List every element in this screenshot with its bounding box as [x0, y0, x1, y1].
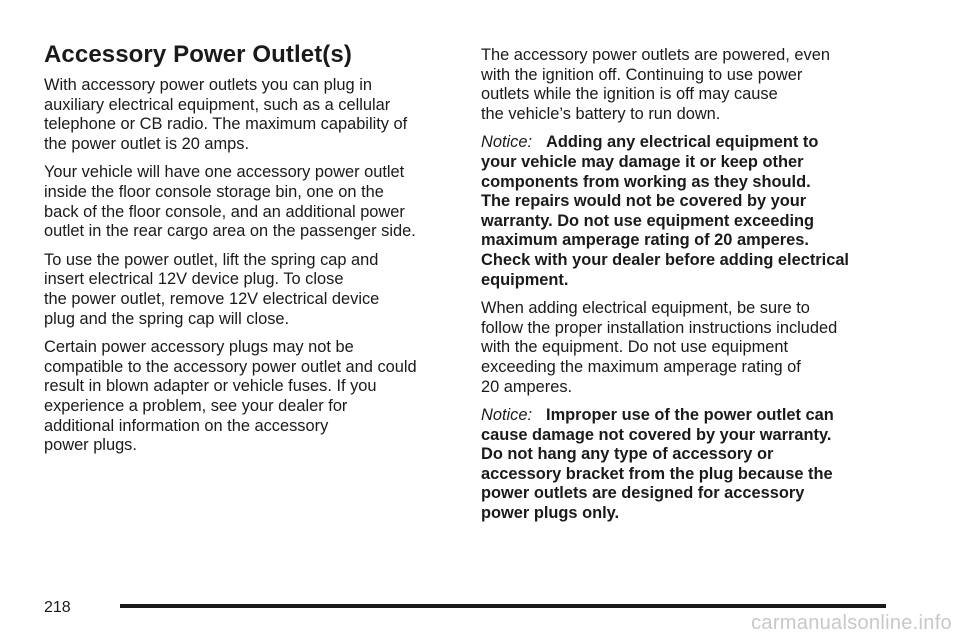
paragraph-outlet-capability: With accessory power outlets you can plug in auxiliary electrical equipment, such as a cellular telephone or CB radio. The maximum capability of the power outlet is 20 amps. — [44, 76, 408, 153]
page-number: 218 — [44, 599, 71, 616]
notice-label: Notice: — [481, 133, 533, 152]
left-column — [44, 40, 454, 465]
notice-text: Improper use of the power outlet can cause damage not covered by your warranty. Do not hang any type of accessory or accessory bracket from the plug because the power outlets are designed for accessory power plugs only. — [481, 406, 834, 523]
notice-electrical-equipment — [481, 133, 893, 290]
paragraph-plug-compatibility: Certain power accessory plugs may not be compatible to the accessory power outlet and could result in blown adapter or vehicle fuses. If you experience a problem, see your dealer for additional information on the accessory power plugs. — [44, 338, 417, 455]
notice-improper-use — [481, 406, 893, 524]
paragraph-ignition-off: The accessory power outlets are powered, even with the ignition off. Continuing to use power outlets while the ignition is off may cause the vehicle’s battery to run down. — [481, 46, 830, 123]
right-column — [481, 46, 893, 533]
paragraph-outlet-usage: To use the power outlet, lift the spring cap and insert electrical 12V device plug. To close the power outlet, remove 12V electrical device plug and the spring cap will close. — [44, 250, 380, 328]
paragraph-installation-instructions: When adding electrical equipment, be sure to follow the proper installation instructions included with the equipment. Do not use equipment exceeding the maximum amperage rating of 20 amperes. — [481, 299, 838, 396]
watermark-text: carmanualsonline.info — [751, 612, 952, 634]
paragraph-outlet-locations: Your vehicle will have one accessory power outlet inside the floor console storage bin, one on the back of the floor console, and an additional power outlet in the rear cargo area on the passenger side. — [44, 163, 416, 241]
notice-text: Adding any electrical equipment to your vehicle may damage it or keep other components from working as they should. The repairs would not be covered by your warranty. Do not use equipment exceeding maximum amperage rating of 20 amperes. Check with your dealer before adding electrical equipment. — [481, 133, 849, 289]
footer-rule — [120, 604, 886, 608]
notice-label: Notice: — [481, 406, 533, 425]
section-title: Accessory Power Outlet(s) — [44, 41, 352, 68]
